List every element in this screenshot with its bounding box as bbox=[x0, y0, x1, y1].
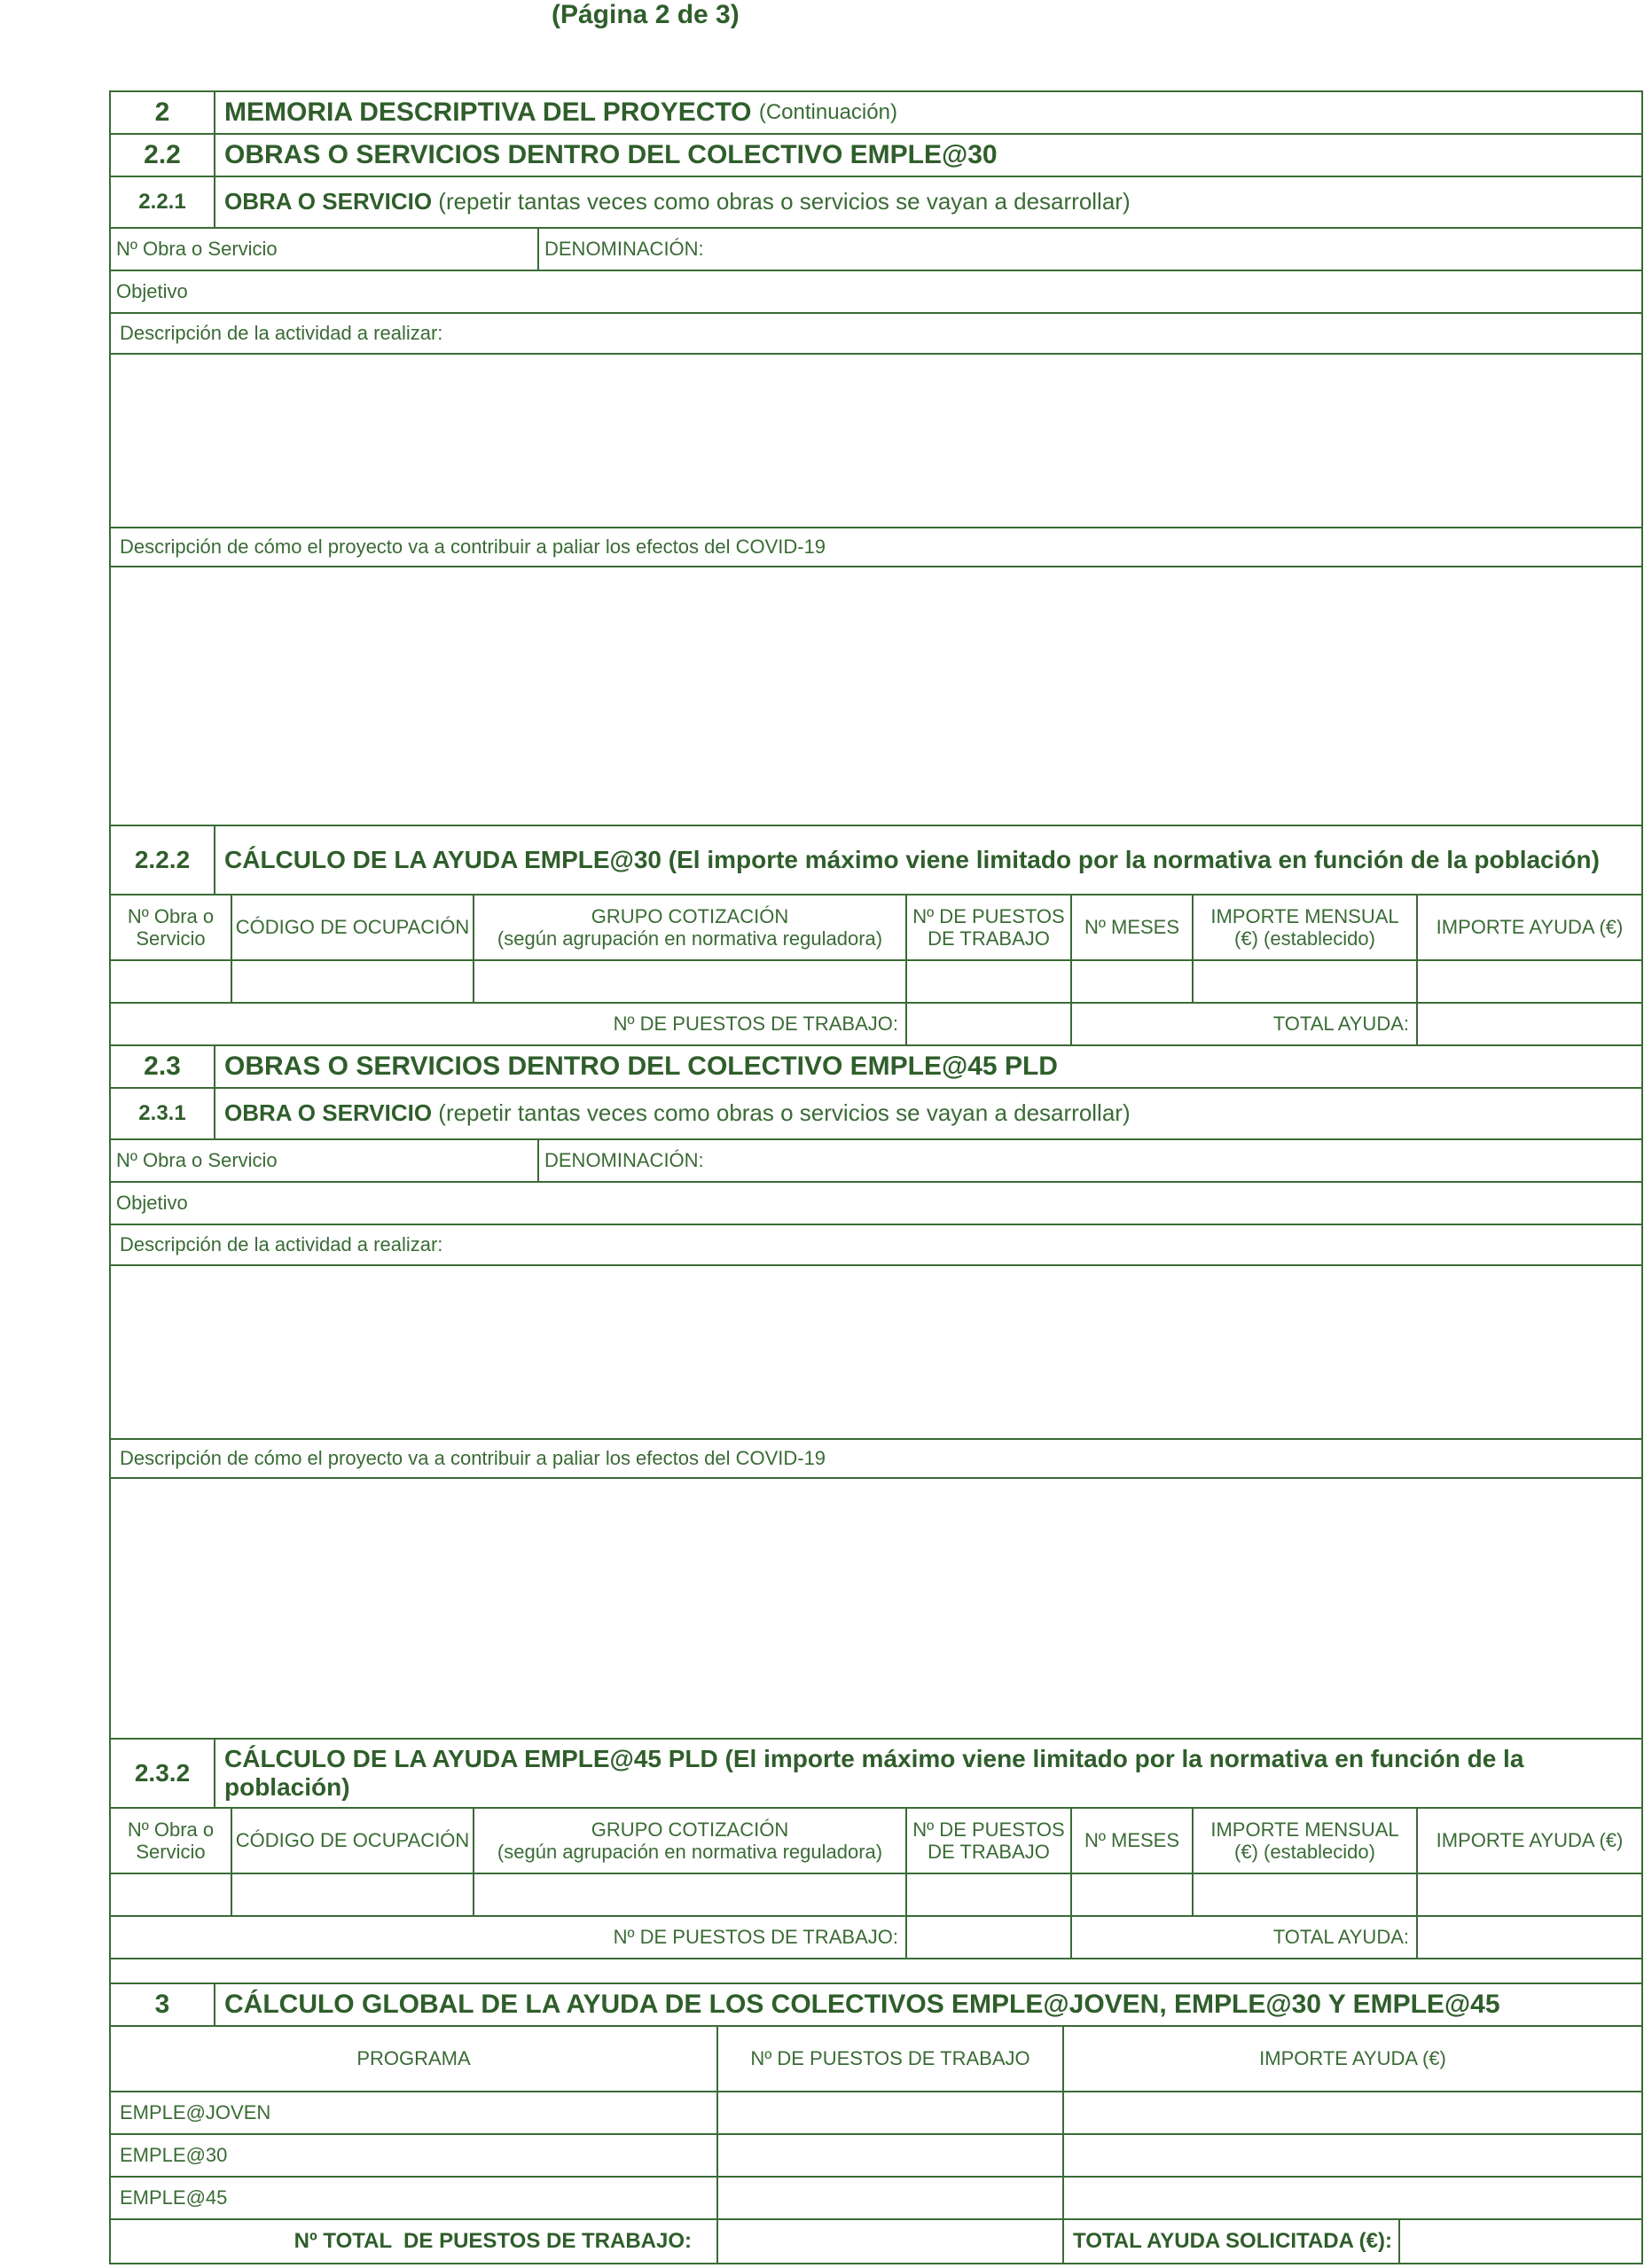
section-2-2-1-title bbox=[214, 176, 1643, 229]
total-puestos-input[interactable] bbox=[905, 1915, 1072, 1959]
row-puestos-input[interactable] bbox=[905, 1873, 1072, 1917]
total-puestos-input[interactable] bbox=[905, 1002, 1072, 1046]
global-total-ayuda-input[interactable] bbox=[1398, 2218, 1643, 2264]
total-ayuda-input[interactable] bbox=[1416, 1915, 1643, 1959]
row-meses-input[interactable] bbox=[1070, 959, 1194, 1004]
n-obra-field[interactable]: Nº Obra o Servicio bbox=[109, 1138, 539, 1183]
col-codigo-header: CÓDIGO DE OCUPACIÓN bbox=[231, 894, 474, 961]
section-3-title: CÁLCULO GLOBAL DE LA AYUDA DE LOS COLECTIVOS EMPLE@JOVEN, EMPLE@30 Y EMPLE@45 bbox=[214, 1983, 1643, 2027]
global-row-puestos-input[interactable] bbox=[716, 2133, 1064, 2178]
section-2-3-2-num: 2.3.2 bbox=[109, 1738, 215, 1809]
denominacion-field[interactable]: DENOMINACIÓN: bbox=[537, 227, 1643, 271]
global-importe-header: IMPORTE AYUDA (€) bbox=[1062, 2025, 1643, 2092]
section-title-text: MEMORIA DESCRIPTIVA DEL PROYECTO bbox=[224, 97, 752, 127]
page-number: (Página 2 de 3) bbox=[552, 0, 740, 29]
desc-actividad-textarea[interactable] bbox=[109, 353, 1643, 528]
global-row-label: EMPLE@30 bbox=[109, 2133, 718, 2178]
row-mensual-input[interactable] bbox=[1192, 1873, 1418, 1917]
global-row-puestos-input[interactable] bbox=[716, 2091, 1064, 2135]
section-2-3-title: OBRAS O SERVICIOS DENTRO DEL COLECTIVO EMPLE@45 PLD bbox=[214, 1044, 1643, 1089]
row-mensual-input[interactable] bbox=[1192, 959, 1418, 1004]
section-title-suffix: (Continuación) bbox=[758, 100, 897, 125]
obra-servicio-note: (repetir tantas veces como obras o servicios se vayan a desarrollar) bbox=[438, 1099, 1131, 1127]
desc-covid-textarea[interactable] bbox=[109, 566, 1643, 826]
section-2-2-2-num: 2.2.2 bbox=[109, 825, 215, 895]
section-2-2-title: OBRAS O SERVICIOS DENTRO DEL COLECTIVO EMPLE@30 bbox=[214, 133, 1643, 177]
obra-servicio-note: (repetir tantas veces como obras o servicios se vayan a desarrollar) bbox=[438, 188, 1131, 215]
obra-servicio-heading: OBRA O SERVICIO bbox=[224, 1099, 433, 1127]
col-mensual-header: IMPORTE MENSUAL (€) (establecido) bbox=[1192, 1807, 1418, 1874]
col-grupo-header: GRUPO COTIZACIÓN (según agrupación en normativa reguladora) bbox=[473, 894, 907, 961]
objetivo-field[interactable]: Objetivo bbox=[109, 270, 1643, 314]
section-2-3-num: 2.3 bbox=[109, 1044, 215, 1089]
total-ayuda-label: TOTAL AYUDA: bbox=[1070, 1915, 1418, 1959]
col-meses-header: Nº MESES bbox=[1070, 894, 1194, 961]
global-row-label: EMPLE@45 bbox=[109, 2176, 718, 2220]
section-3-num: 3 bbox=[109, 1983, 215, 2027]
desc-actividad-textarea[interactable] bbox=[109, 1264, 1643, 1440]
col-importe-header: IMPORTE AYUDA (€) bbox=[1416, 894, 1643, 961]
row-codigo-input[interactable] bbox=[231, 959, 474, 1004]
section-2-3-2-title: CÁLCULO DE LA AYUDA EMPLE@45 PLD (El importe máximo viene limitado por la normativa en función de la población) bbox=[214, 1738, 1643, 1809]
section-2-3-1-num: 2.3.1 bbox=[109, 1087, 215, 1140]
col-meses-header: Nº MESES bbox=[1070, 1807, 1194, 1874]
global-row-label: EMPLE@JOVEN bbox=[109, 2091, 718, 2135]
row-grupo-input[interactable] bbox=[473, 1873, 907, 1917]
desc-actividad-label: Descripción de la actividad a realizar: bbox=[109, 1224, 1643, 1266]
section-2-num: 2 bbox=[109, 90, 215, 135]
row-importe-input[interactable] bbox=[1416, 959, 1643, 1004]
section-2-2-1-num: 2.2.1 bbox=[109, 176, 215, 229]
row-n-obra-input[interactable] bbox=[109, 1873, 232, 1917]
denominacion-field[interactable]: DENOMINACIÓN: bbox=[537, 1138, 1643, 1183]
total-ayuda-input[interactable] bbox=[1416, 1002, 1643, 1046]
col-n-obra-header: Nº Obra o Servicio bbox=[109, 1807, 232, 1874]
global-row-importe-input[interactable] bbox=[1062, 2091, 1643, 2135]
global-total-ayuda-label: TOTAL AYUDA SOLICITADA (€): bbox=[1062, 2218, 1400, 2264]
row-puestos-input[interactable] bbox=[905, 959, 1072, 1004]
row-n-obra-input[interactable] bbox=[109, 959, 232, 1004]
col-mensual-header: IMPORTE MENSUAL (€) (establecido) bbox=[1192, 894, 1418, 961]
desc-covid-label: Descripción de cómo el proyecto va a contribuir a paliar los efectos del COVID-19 bbox=[109, 527, 1643, 567]
obra-servicio-heading: OBRA O SERVICIO bbox=[224, 188, 433, 215]
global-puestos-header: Nº DE PUESTOS DE TRABAJO bbox=[716, 2025, 1064, 2092]
col-n-obra-header: Nº Obra o Servicio bbox=[109, 894, 232, 961]
col-codigo-header: CÓDIGO DE OCUPACIÓN bbox=[231, 1807, 474, 1874]
global-programa-header: PROGRAMA bbox=[109, 2025, 718, 2092]
col-puestos-header: Nº DE PUESTOS DE TRABAJO bbox=[905, 1807, 1072, 1874]
desc-covid-label: Descripción de cómo el proyecto va a contribuir a paliar los efectos del COVID-19 bbox=[109, 1438, 1643, 1479]
global-row-importe-input[interactable] bbox=[1062, 2133, 1643, 2178]
section-2-2-num: 2.2 bbox=[109, 133, 215, 177]
section-2-title bbox=[214, 90, 1643, 135]
col-importe-header: IMPORTE AYUDA (€) bbox=[1416, 1807, 1643, 1874]
desc-actividad-label: Descripción de la actividad a realizar: bbox=[109, 312, 1643, 355]
col-puestos-header: Nº DE PUESTOS DE TRABAJO bbox=[905, 894, 1072, 961]
section-2-2-2-title: CÁLCULO DE LA AYUDA EMPLE@30 (El importe máximo viene limitado por la normativa en función de la población) bbox=[214, 825, 1643, 895]
objetivo-field[interactable]: Objetivo bbox=[109, 1181, 1643, 1225]
global-row-importe-input[interactable] bbox=[1062, 2176, 1643, 2220]
global-row-puestos-input[interactable] bbox=[716, 2176, 1064, 2220]
total-puestos-label: Nº DE PUESTOS DE TRABAJO: bbox=[109, 1002, 907, 1046]
row-codigo-input[interactable] bbox=[231, 1873, 474, 1917]
total-ayuda-label: TOTAL AYUDA: bbox=[1070, 1002, 1418, 1046]
col-grupo-header: GRUPO COTIZACIÓN (según agrupación en normativa reguladora) bbox=[473, 1807, 907, 1874]
spacer-row bbox=[109, 1958, 1643, 1984]
n-obra-field[interactable]: Nº Obra o Servicio bbox=[109, 227, 539, 271]
row-grupo-input[interactable] bbox=[473, 959, 907, 1004]
section-2-3-1-title bbox=[214, 1087, 1643, 1140]
row-importe-input[interactable] bbox=[1416, 1873, 1643, 1917]
row-meses-input[interactable] bbox=[1070, 1873, 1194, 1917]
desc-covid-textarea[interactable] bbox=[109, 1477, 1643, 1740]
total-puestos-label: Nº DE PUESTOS DE TRABAJO: bbox=[109, 1915, 907, 1959]
global-total-puestos-input[interactable] bbox=[716, 2218, 1064, 2264]
global-total-puestos-label: Nº TOTAL DE PUESTOS DE TRABAJO: bbox=[109, 2218, 718, 2264]
